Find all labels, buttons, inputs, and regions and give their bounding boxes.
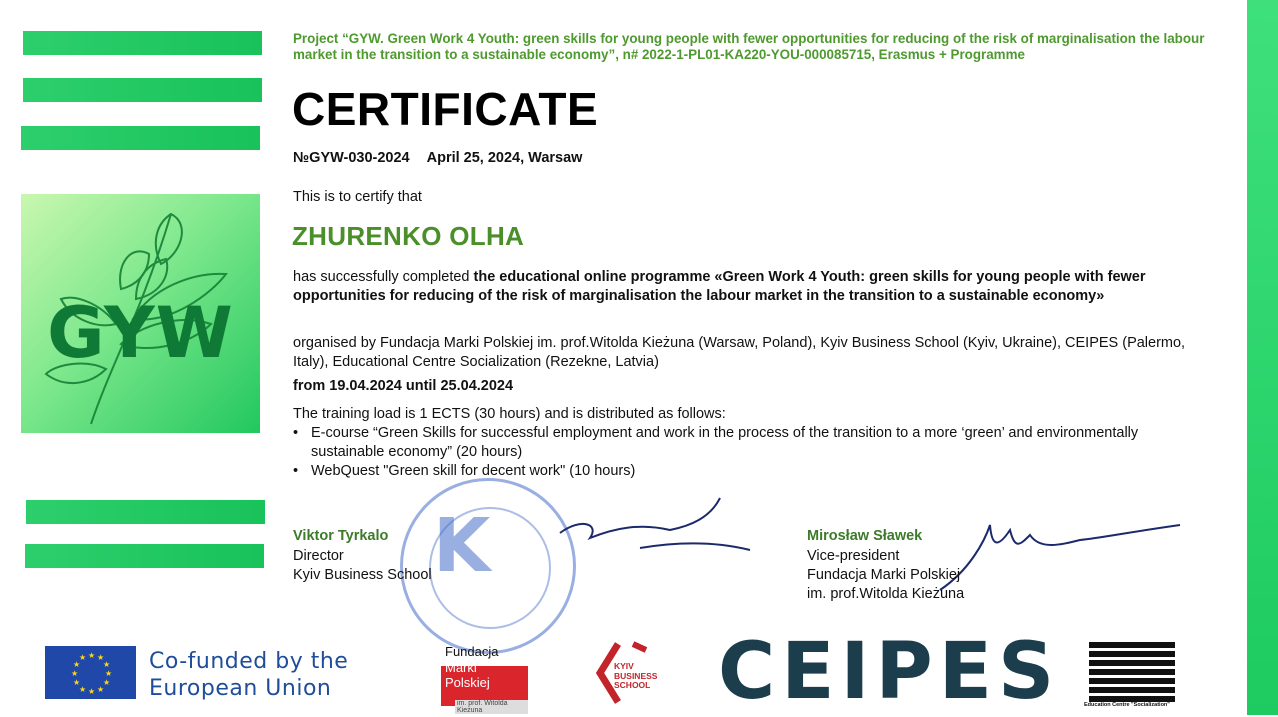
svg-text:★: ★ xyxy=(103,660,111,669)
signatory-right xyxy=(807,528,964,604)
svg-text:★: ★ xyxy=(73,678,81,687)
fmp-subtitle: im. prof. Witolda Kieżuna xyxy=(455,700,528,714)
svg-text:★: ★ xyxy=(73,660,81,669)
signature-slawek xyxy=(930,510,1190,600)
stamp-k-mark: K xyxy=(433,503,491,589)
completion-statement xyxy=(293,268,1203,306)
project-header: Project “GYW. Green Work 4 Youth: green skills for young people with fewer opportunities for reducing of the risk of marginalisation the labour market in the transition to a sustainable economy”, n# 2022-1-PL01-KA220-YOU-000085715, Erasmus + Programme xyxy=(293,31,1205,62)
eu-cofunded-text xyxy=(149,648,348,702)
decor-bar-4 xyxy=(26,500,265,524)
gyw-logo-text: GYW xyxy=(47,292,234,374)
decor-bar-5 xyxy=(25,544,264,568)
training-load xyxy=(293,405,1203,481)
recipient-name: ZHURENKO OLHA xyxy=(292,221,525,251)
certificate-date: April 25, 2024, Warsaw xyxy=(426,150,583,166)
signatory-name: Mirosław Sławek xyxy=(807,528,923,544)
eu-line-2: European Union xyxy=(149,676,332,701)
ecs-logo xyxy=(1089,642,1175,706)
svg-text:★: ★ xyxy=(105,669,113,678)
training-items xyxy=(293,424,1203,481)
svg-text:★: ★ xyxy=(79,653,87,662)
programme-title: the educational online programme «Green Work 4 Youth: green skills for young people with fewer opportunities for reducing of the risk of marginalisation the labour market in the transition to a sustainable economy» xyxy=(293,269,1146,304)
number-date-line xyxy=(293,150,582,166)
fmp-line-3: Polskiej xyxy=(445,675,490,690)
svg-text:★: ★ xyxy=(97,685,105,694)
signatory-org: Kyiv Business School xyxy=(293,567,432,583)
training-item: • WebQuest "Green skill for decent work" (10 hours) xyxy=(311,462,1203,481)
eu-line-1: Co-funded by the xyxy=(149,649,349,674)
signatory-left xyxy=(293,528,432,585)
svg-text:★: ★ xyxy=(103,678,111,687)
completed-prefix: has successfully completed xyxy=(293,269,474,285)
signatory-name: Viktor Tyrkalo xyxy=(293,528,389,544)
svg-text:★: ★ xyxy=(79,685,87,694)
signatory-org-line2: im. prof.Witolda Kieżuna xyxy=(807,586,965,602)
svg-text:★: ★ xyxy=(88,687,96,696)
fmp-red-text xyxy=(445,660,490,690)
period: from 19.04.2024 until 25.04.2024 xyxy=(293,378,514,394)
fmp-line-1: Fundacja xyxy=(445,644,499,659)
signature-tyrkalo xyxy=(520,478,760,568)
decor-right-strip xyxy=(1247,0,1278,715)
kbs-line-2: BUSINESS xyxy=(614,670,658,681)
kbs-text xyxy=(614,662,657,691)
fmp-logo xyxy=(441,644,528,714)
svg-text:★: ★ xyxy=(97,653,105,662)
signatory-role: Director xyxy=(293,548,344,564)
signatory-role: Vice-president xyxy=(807,548,900,564)
decor-bar-1 xyxy=(23,31,262,55)
certificate-title: CERTIFICATE xyxy=(292,83,599,135)
training-load-intro: The training load is 1 ECTS (30 hours) and is distributed as follows: xyxy=(293,406,726,422)
decor-bar-2 xyxy=(23,78,262,102)
eu-flag-icon xyxy=(45,646,136,699)
svg-text:★: ★ xyxy=(71,669,79,678)
ceipes-logo: CEIPES xyxy=(718,627,1061,717)
ecs-caption: Education Centre "Socialization" xyxy=(1084,702,1170,708)
svg-text:★: ★ xyxy=(88,651,96,660)
organised-by: organised by Fundacja Marki Polskiej im. prof.Witolda Kieżuna (Warsaw, Poland), Kyiv Business School (Kyiv, Ukraine), CEIPES (Palermo, Italy), Educational Centre Socialization (Rezekne, Latvia) xyxy=(293,335,1186,370)
partner-logos xyxy=(0,627,1246,717)
kbs-line-3: SCHOOL xyxy=(614,680,651,690)
training-item: • E-course “Green Skills for successful employment and work in the process of the transition to a more ‘green’ and environmentally sustainable economy” (20 hours) xyxy=(311,424,1203,462)
decor-bar-3 xyxy=(21,126,260,150)
kbs-line-1: KYIV xyxy=(614,661,634,671)
certificate-number: №GYW-030-2024 xyxy=(293,150,410,166)
gyw-logo xyxy=(21,194,260,433)
fmp-line-2: Marki xyxy=(445,660,477,675)
kbs-logo xyxy=(588,636,668,710)
certify-intro: This is to certify that xyxy=(293,189,422,205)
signatory-org: Fundacja Marki Polskiej xyxy=(807,567,961,583)
